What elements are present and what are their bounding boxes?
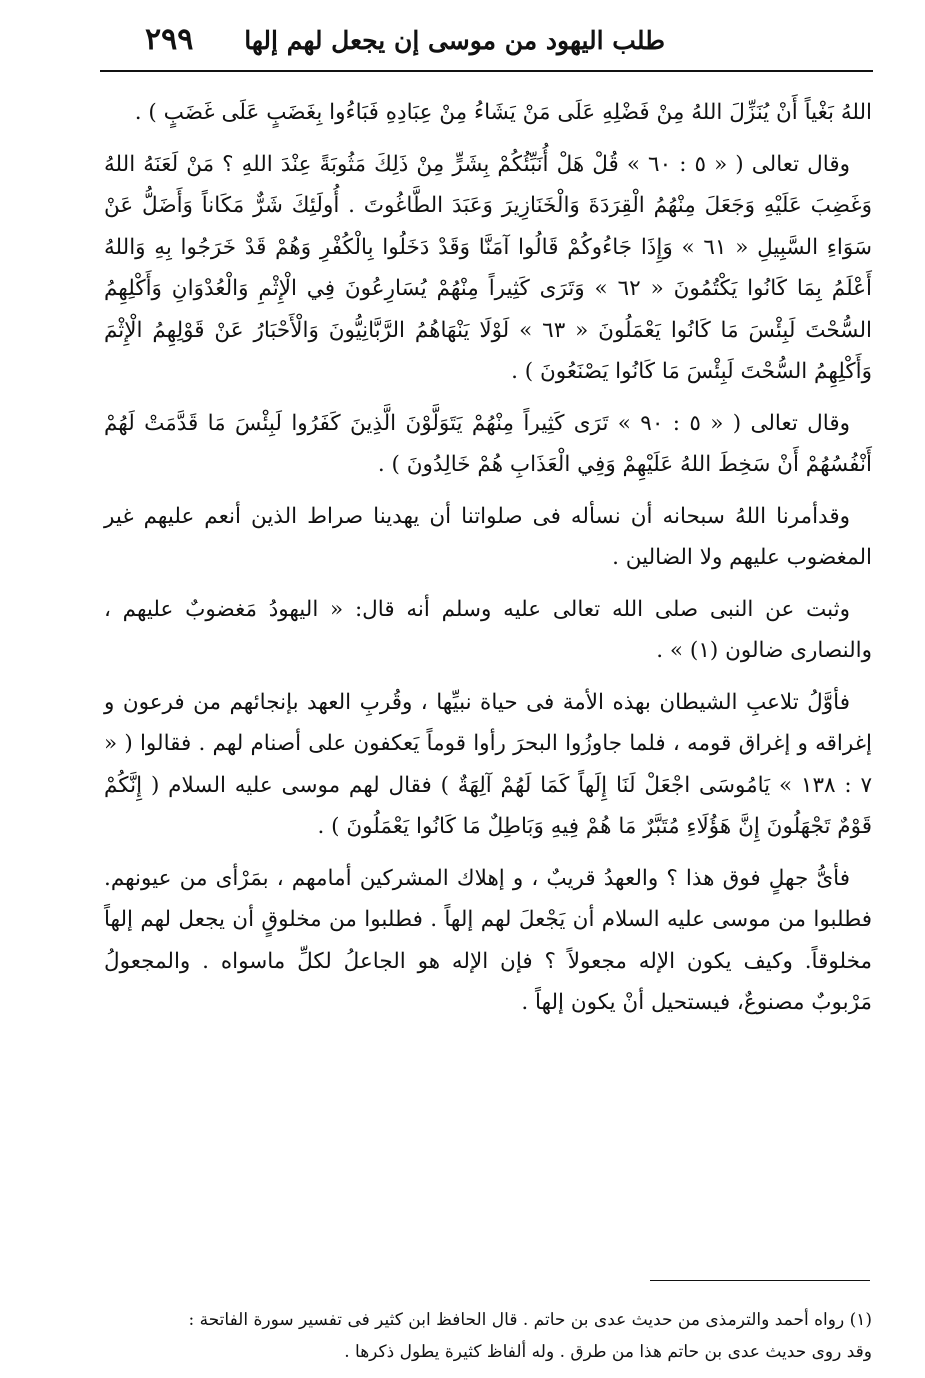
paragraph: وقال تعالى ( « ٥ : ٦٠ » قُلْ هَلْ أُنَبِّئُكُمْ بِشَرٍّ مِنْ ذَلِكَ مَثُوبَةً عِنْدَ اللهِ ؟ مَنْ لَعَنَهُ اللهُ وَغَضِبَ عَلَيْهِ وَجَعَلَ مِنْهُمُ الْقِرَدَةَ وَالْخَنَازِيرَ وَعَبَدَ الطَّاغُوتَ . أُولَئِكَ شَرٌّ مَكَاناً وَأَضَلُّ عَنْ سَوَاءِ السَّبِيلِ « ٦١ » وَإِذَا جَاءُوكُمْ قَالُوا آمَنَّا وَقَدْ دَخَلُوا بِالْكُفْرِ وَهُمْ قَدْ خَرَجُوا بِهِ وَاللهُ أَعْلَمُ بِمَا كَانُوا يَكْتُمُونَ « ٦٢ » وَتَرَى كَثِيراً مِنْهُمْ يُسَارِعُونَ فِي الْإِثْمِ وَالْعُدْوَانِ وَأَكْلِهِمُ السُّحْتَ لَبِئْسَ مَا كَانُوا يَعْمَلُونَ « ٦٣ » لَوْلَا يَنْهَاهُمُ الرَّبَّانِيُّونَ وَالْأَحْبَارُ عَنْ قَوْلِهِمُ الْإِثْمَ وَأَكْلِهِمُ السُّحْتَ لَبِئْسَ مَا كَانُوا يَصْنَعُونَ ) . — [104, 151, 872, 384]
footnote-line: وقد روى حديث عدى بن حاتم هذا من طرق . وله ألفاظ كثيرة يطول ذكرها . — [344, 1342, 872, 1362]
running-header — [95, 22, 875, 62]
running-title: طلب اليهود من موسى إن يجعل لهم إلها — [244, 26, 665, 55]
paragraph: فأوَّلُ تلاعبِ الشيطان بهذه الأمة فى حياة نبيِّها ، وقُربِ العهد بإنجائهم من فرعون و إغراقه و إغراق قومه ، فلما جاوزُوا البحرَ رأوا قوماً يَعكفون على أصنام لهم . فقالوا ( « ٧ : ١٣٨ » يَامُوسَى اجْعَلْ لَنَا إِلَهاً كَمَا لَهُمْ آلِهَةٌ ) فقال لهم موسى عليه السلام ( إِنَّكُمْ قَوْمٌ تَجْهَلُونَ إِنَّ هَؤُلَاءِ مُتَبَّرٌ مَا هُمْ فِيهِ وَبَاطِلٌ مَا كَانُوا يَعْمَلُونَ ) . — [104, 689, 872, 839]
paragraph: وقدأمرنا اللهُ سبحانه أن نسأله فى صلواتنا أن يهدينا صراط الذين أنعم عليهم غير المغضوب عليهم ولا الضالين . — [104, 503, 872, 570]
header-rule — [100, 70, 873, 72]
paragraph: اللهُ بَغْياً أَنْ يُنَزِّلَ اللهُ مِنْ فَضْلِهِ عَلَى مَنْ يَشَاءُ مِنْ عِبَادِهِ فَبَاءُوا بِغَضَبٍ عَلَى غَضَبٍ ) . — [134, 100, 872, 125]
paragraph: وثبت عن النبى صلى الله تعالى عليه وسلم أنه قال: « اليهودُ مَغضوبٌ عليهم ، والنصارى ضالون (١) » . — [104, 596, 872, 663]
body-text — [104, 92, 872, 1024]
footnotes — [104, 1304, 872, 1368]
footnote-line: (١) رواه أحمد والترمذى من حديث عدى بن حاتم . قال الحافظ ابن كثير فى تفسير سورة الفاتحة : — [188, 1310, 872, 1330]
page-number: ٢٩٩ — [145, 22, 194, 57]
footnote-separator — [650, 1280, 870, 1281]
paragraph: فأىُّ جهلٍ فوق هذا ؟ والعهدُ قريبٌ ، و إهلاك المشركين أمامهم ، بمَرْأى من عيونهم. فطلبوا من موسى عليه السلام أن يَجْعلَ لهم إلهاً . فطلبوا من مخلوقٍ أن يجعل لهم إلهاً مخلوقاً. وكيف يكون الإله مجعولاً ؟ فإن الإله هو الجاعلُ لكلِّ ماسواه . والمجعولُ مَرْبوبٌ مصنوعٌ، فيستحيل أنْ يكون إلهاً . — [104, 865, 872, 1015]
paragraph: وقال تعالى ( « ٥ : ٩٠ » تَرَى كَثِيراً مِنْهُمْ يَتَوَلَّوْنَ الَّذِينَ كَفَرُوا لَبِئْسَ مَا قَدَّمَتْ لَهُمْ أَنْفُسُهُمْ أَنْ سَخِطَ اللهُ عَلَيْهِمْ وَفِي الْعَذَابِ هُمْ خَالِدُونَ ) . — [104, 410, 872, 477]
